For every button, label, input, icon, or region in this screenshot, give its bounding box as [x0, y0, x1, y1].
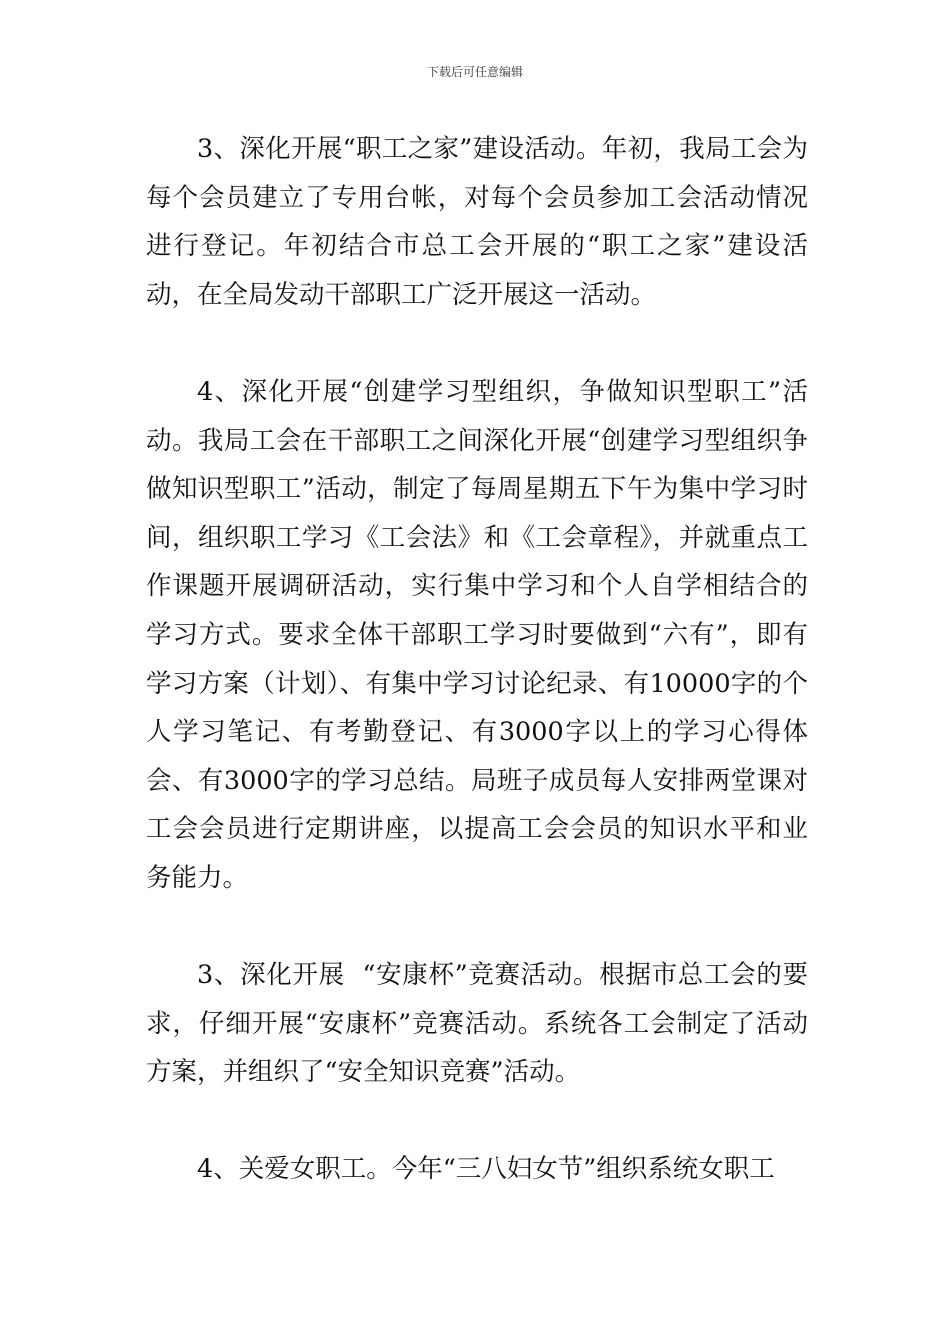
page-header-note: 下载后可任意编辑	[426, 65, 523, 79]
paragraph-ankang-cup: 3、深化开展 “安康杯”竞赛活动。根据市总工会的要求，仔细开展“安康杯”竞赛活动。系统各工会制定了活动方案，并组织了“安全知识竞赛”活动。	[146, 960, 808, 1088]
paragraph-female-workers: 4、关爱女职工。今年“三八妇女节”组织系统女职工	[197, 1154, 775, 1185]
paragraph-learning-organization: 4、深化开展“创建学习型组织，争做知识型职工”活动。我局工会在干部职工之间深化开展“创建学习型组织争做知识型职工”活动，制定了每周星期五下午为集中学习时间，组织职工学习《工会法》和《工会章程》，并就重点工作课题开展调研活动，实行集中学习和个人自学相结合的学习方式。要求全体干部职工学习时要做到“六有”，即有学习方案（计划）、有集中学习讨论纪录、有10000字的个人学习笔记、有考勤登记、有3000字以上的学习心得体会、有3000字的学习总结。局班子成员每人安排两堂课对工会会员进行定期讲座，以提高工会会员的知识水平和业务能力。	[146, 376, 808, 893]
document-body	[146, 125, 808, 1194]
paragraph-workers-home: 3、深化开展“职工之家”建设活动。年初，我局工会为每个会员建立了专用台帐，对每个会员参加工会活动情况进行登记。年初结合市总工会开展的“职工之家”建设活动，在全局发动干部职工广泛开展这一活动。	[146, 134, 808, 310]
